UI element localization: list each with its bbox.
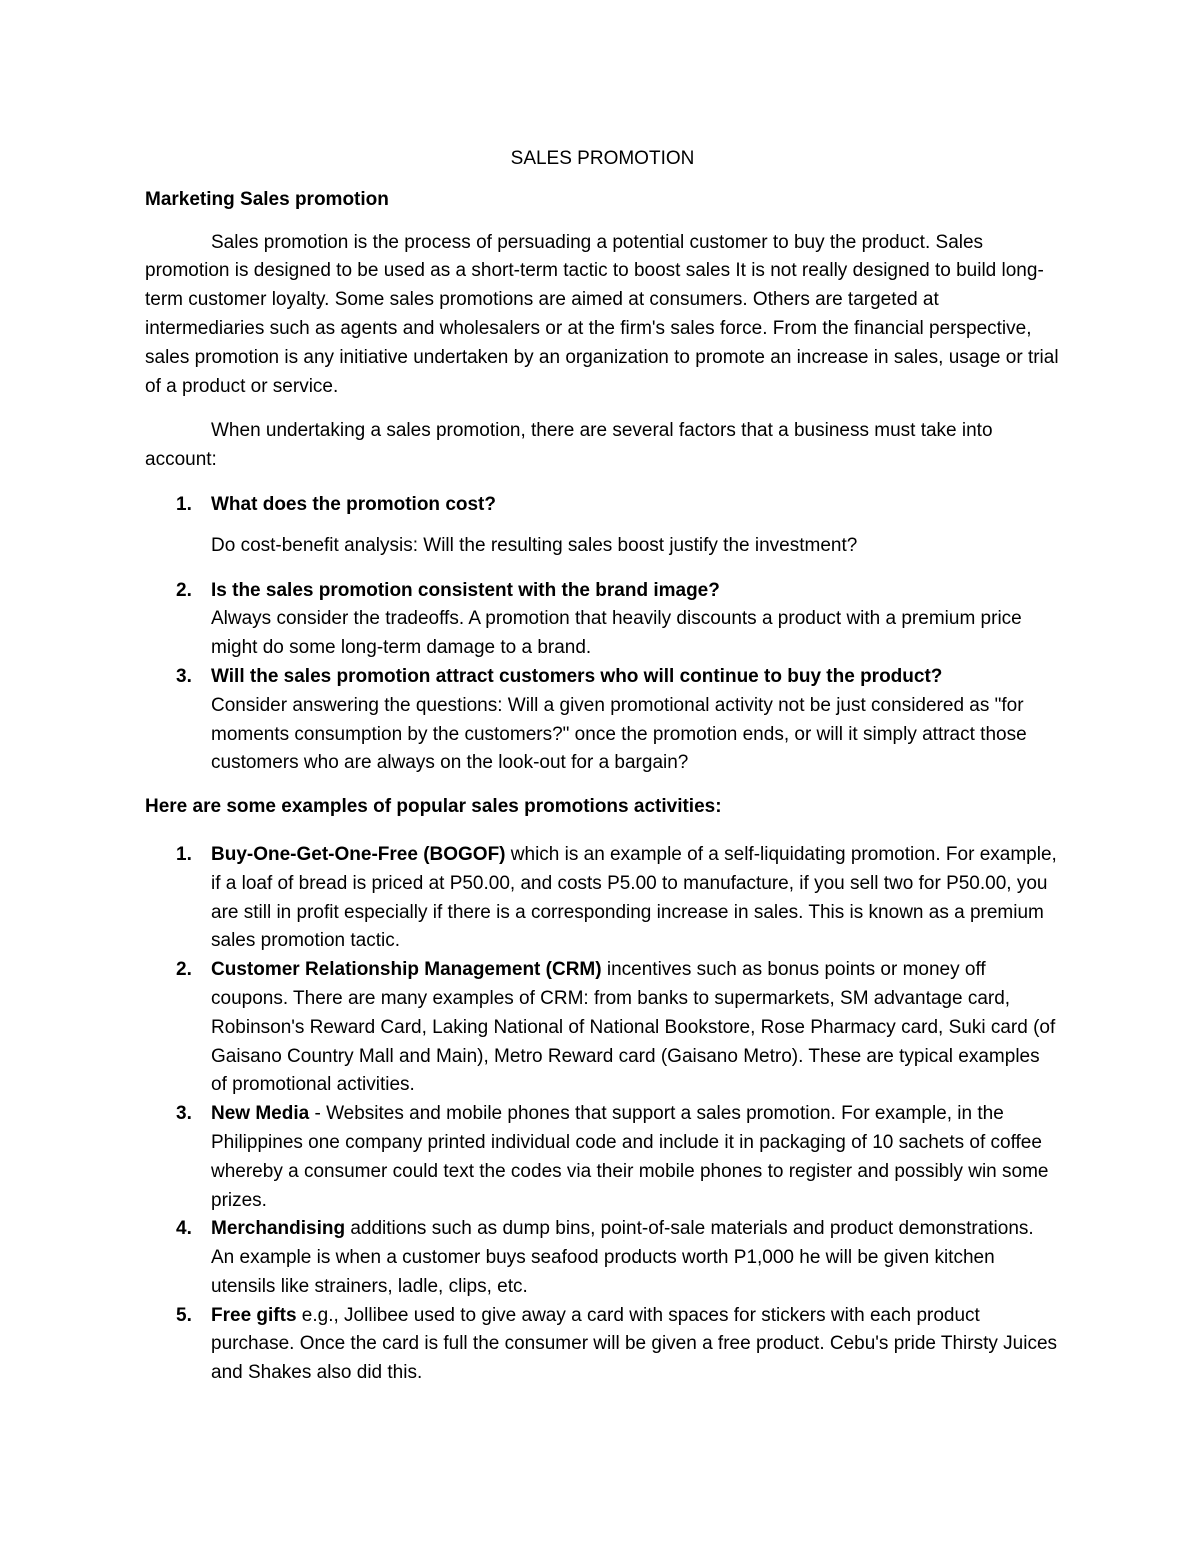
factor-detail: Always consider the tradeoffs. A promotion that heavily discounts a product with a premium price might do some long-term damage to a brand. <box>211 608 1022 659</box>
example-lead: Buy-One-Get-One-Free (BOGOF) <box>211 843 506 865</box>
examples-heading: Here are some examples of popular sales promotions activities: <box>145 796 722 818</box>
paragraph-factors-intro: When undertaking a sales promotion, there are several factors that a business must take into account: <box>145 420 993 471</box>
list-number: 3. <box>176 665 192 687</box>
examples-list <box>145 841 1060 1388</box>
list-item <box>145 841 1060 956</box>
list-item <box>145 491 1060 561</box>
list-item <box>145 956 1060 1100</box>
list-item <box>145 1100 1060 1215</box>
example-lead: New Media <box>211 1103 310 1125</box>
section-heading: Marketing Sales promotion <box>145 188 389 210</box>
factors-list <box>145 491 1060 778</box>
factor-question: What does the promotion cost? <box>211 493 496 515</box>
list-number: 1. <box>176 843 192 865</box>
document-title: SALES PROMOTION <box>510 148 695 169</box>
list-item <box>145 663 1060 778</box>
list-number: 3. <box>176 1103 192 1125</box>
list-number: 4. <box>176 1218 192 1240</box>
list-item <box>145 1302 1060 1388</box>
factor-question: Will the sales promotion attract customers who will continue to buy the product? <box>211 665 943 687</box>
example-text: incentives such as bonus points or money off coupons. There are many examples of CRM: from banks to supermarkets, SM advantage card, Robinson's Reward Card, Laking National of National Bookstore, Rose Pharmacy card, Suki card (of Gaisano Country Mall and Main), Metro Reward card (Gaisano Metro). These are typical examples of promotional activities. <box>211 959 1056 1096</box>
list-number: 2. <box>176 579 192 601</box>
factor-detail: Consider answering the questions: Will a given promotional activity not be just considered as "for moments consumption by the customers?" once the promotion ends, or will it simply attract those customers who are always on the look-out for a bargain? <box>211 694 1027 774</box>
example-lead: Free gifts <box>211 1304 297 1326</box>
example-text: e.g., Jollibee used to give away a card with spaces for stickers with each product purchase. Once the card is full the consumer will be given a free product. Cebu's pride Thirsty Juices and Shakes also did this. <box>211 1304 1058 1384</box>
factor-question: Is the sales promotion consistent with the brand image? <box>211 579 720 601</box>
example-text: additions such as dump bins, point-of-sale materials and product demonstrations. An example is when a customer buys seafood products worth P1,000 he will be given kitchen utensils like strainers, ladle, clips, etc. <box>211 1218 1034 1297</box>
example-text: - Websites and mobile phones that support a sales promotion. For example, in the Philippines one company printed individual code and include it in packaging of 10 sachets of coffee whereby a consumer could text the codes via their mobile phones to register and possibly win some prizes. <box>211 1103 1049 1211</box>
example-text: which is an example of a self-liquidating promotion. For example, if a loaf of bread is priced at P50.00, and costs P5.00 to manufacture, if you sell two for P50.00, you are still in profit especially if there is a corresponding increase in sales. This is known as a premium sales promotion tactic. <box>211 843 1057 952</box>
list-item <box>145 1215 1060 1301</box>
factor-detail: Do cost-benefit analysis: Will the resulting sales boost justify the investment? <box>211 534 858 556</box>
list-number: 2. <box>176 959 192 981</box>
list-item <box>145 577 1060 663</box>
paragraph-intro: Sales promotion is the process of persuading a potential customer to buy the product. Sales promotion is designed to be used as a short-term tactic to boost sales It is not really designed to build long-term customer loyalty. Some sales promotions are aimed at consumers. Others are targeted at intermediaries such as agents and wholesalers or at the firm's sales force. From the financial perspective, sales promotion is any initiative undertaken by an organization to promote an increase in sales, usage or trial of a product or service. <box>145 231 1059 397</box>
list-number: 1. <box>176 493 192 515</box>
document-body <box>145 145 1060 1388</box>
list-number: 5. <box>176 1304 192 1326</box>
example-lead: Merchandising <box>211 1218 346 1240</box>
example-lead: Customer Relationship Management (CRM) <box>211 959 602 981</box>
